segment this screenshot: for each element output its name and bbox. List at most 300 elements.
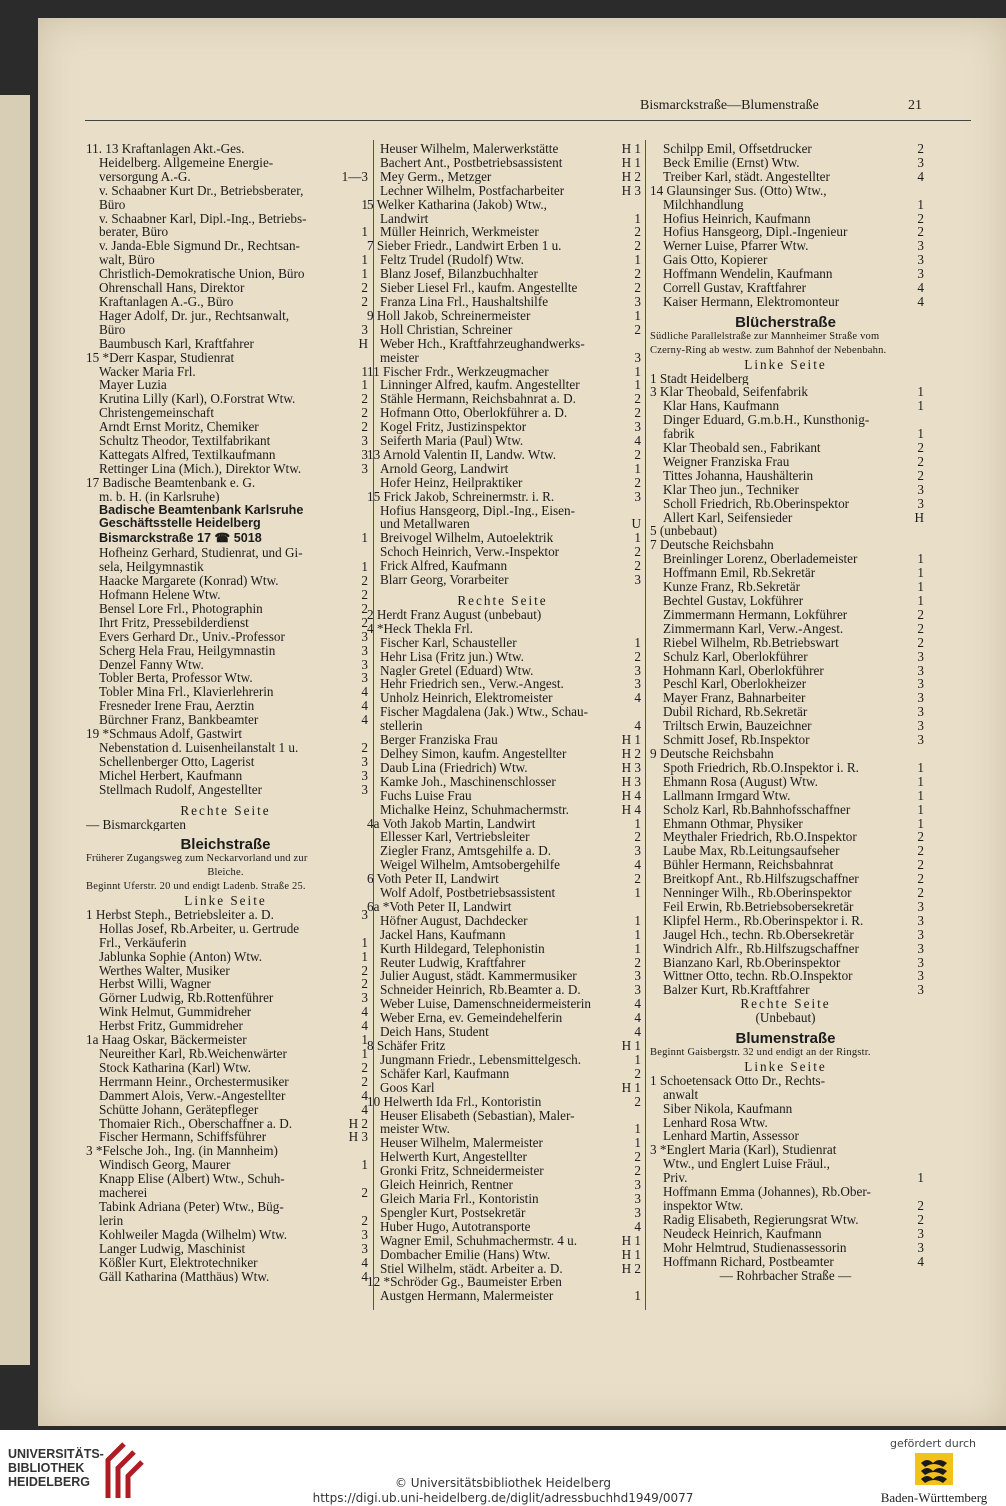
floor-number: 2 [634,406,641,421]
entry-text: Meythaler Friedrich, Rb.O.Inspektor [663,830,857,845]
resident-entry [650,239,924,253]
floor-number: H 4 [621,802,641,817]
resident-entry [367,636,641,650]
resident-entry [86,462,368,476]
resident-entry [367,830,641,844]
floor-number: 3 [634,1178,641,1192]
resident-entry [86,1242,368,1256]
floor-number: 2 [361,281,368,295]
address-entry [650,747,924,761]
entry-text: Linke Seite [184,894,267,908]
resident-entry [367,1289,641,1303]
resident-entry [650,956,924,970]
entry-text: Bühler Hermann, Reichsbahnrat [663,858,834,873]
resident-entry [86,1061,368,1075]
floor-number: 1 [917,816,924,831]
entry-text: Blücherstraße [735,315,836,330]
floor-number: 4 [361,1005,368,1020]
floor-number: 1 [917,552,924,567]
resident-entry [86,936,368,950]
resident-entry [86,713,368,727]
resident-entry [86,602,368,616]
entry-text: Mey Germ., Metzger [380,169,492,184]
floor-number: 2 [361,1060,368,1075]
spacer [86,797,368,804]
resident-entry [650,511,924,525]
resident-entry [650,636,924,650]
floor-number: 2 [634,1150,641,1165]
library-name-line: UNIVERSITÄTS- [8,1447,104,1461]
entry-text: Werthes Walter, Musiker [99,963,230,978]
resident-entry [367,1220,641,1234]
previous-page-edge [0,95,30,1365]
entry-text: Ihrt Fritz, Pressebilderdienst [99,615,249,630]
directory-column-1 [86,142,368,1283]
entry-text: Beginnt Uferstr. 20 und endigt Ladenb. Straße 25. [86,881,306,893]
entry-text: Tobler Berta, Professor Wtw. [99,671,253,686]
floor-number: 1 [361,253,368,268]
resident-entry [367,1206,641,1220]
entry-text: Südliche Parallelstraße zur Mannheimer Straße vom [650,330,880,342]
entry-text: Bleichstraße [180,838,271,853]
entry-text: 3 *Felsche Joh., Ing. (in Mannheim) [86,1144,278,1159]
floor-number: 2 [634,1164,641,1179]
side-heading [86,894,368,908]
floor-number: 3 [361,754,368,769]
entry-text: Treiber Karl, städt. Angestellter [663,169,830,184]
entry-text: Weber Hch., Kraftfahrzeughandwerks- [380,336,585,351]
entry-text: Wagner Emil, Schuhmachermstr. 4 u. [380,1233,578,1248]
entry-text: Hoffmann Emma (Johannes), Rb.Ober- [663,1185,871,1199]
floor-number: 3 [917,155,924,170]
floor-number: H 2 [621,1261,641,1276]
entry-text: sela, Heilgymnastik [99,560,204,575]
entry-text: Priv. [663,1171,688,1186]
entry-text: 3 Klar Theobald, Seifenfabrik [650,385,808,400]
entry-text: 7 Sieber Friedr., Landwirt Erben 1 u. [367,239,562,254]
entry-text: Klipfel Herm., Rb.Oberinspektor i. R. [663,913,864,928]
entry-text: Helwerth Kurt, Angestellter [380,1150,527,1165]
entry-text: Breitkopf Ant., Rb.Hilfszugschaffner [663,872,859,887]
resident-entry [86,630,368,644]
page-url-link[interactable]: https://digi.ub.uni-heidelberg.de/diglit/adressbuchhd1949/0077 [312,1491,694,1505]
entry-text: Müller Heinrich, Werkmeister [380,225,539,240]
entry-text: 12 *Schröder Gg., Baumeister Erben [367,1275,562,1290]
floor-number: 1 [361,1033,368,1047]
address-entry [86,142,368,156]
resident-entry [650,1241,924,1255]
entry-text: Kurth Hildegard, Telephonistin [380,941,545,956]
floor-number: 2 [917,441,924,455]
resident-entry [367,719,641,733]
resident-entry [650,156,924,170]
entry-text: Rechte Seite [740,997,831,1012]
entry-text: Herbst Fritz, Gummidreher [99,1019,243,1034]
address-entry [367,239,641,253]
entry-text: m. b. H. (in Karlsruhe) [99,489,220,504]
floor-number: 1 [634,816,641,831]
resident-entry [86,212,368,226]
resident-entry [650,622,924,636]
entry-text: Feltz Trudel (Rudolf) Wtw. [380,253,524,268]
entry-text: Weigner Franziska Frau [663,454,790,469]
address-entry [650,184,924,198]
entry-text: Ohrenschall Hans, Direktor [99,281,245,295]
resident-entry [86,406,368,420]
entry-text: Julier August, städt. Kammermusiker [380,969,577,984]
floor-number: 3 [917,983,924,998]
spacer [86,831,368,838]
entry-text: 15 *Derr Kaspar, Studienrat [86,350,235,365]
floor-number: 3 [917,733,924,747]
resident-entry [86,323,368,337]
floor-number: 1 [634,1136,641,1151]
entry-text: 4 *Heck Thekla Frl. [367,621,473,636]
resident-entry [367,504,641,518]
resident-entry [86,699,368,713]
floor-number: 4 [634,719,641,734]
floor-number: 1 [634,913,641,928]
entry-text: v. Janda-Eble Sigmund Dr., Rechtsan- [99,239,300,254]
floor-number: 2 [917,225,924,240]
floor-number: H 2 [348,1116,368,1131]
resident-entry [367,928,641,942]
resident-entry [86,769,368,783]
entry-text: Bianzano Karl, Rb.Oberinspektor [663,955,841,970]
entry-text: — Rohrbacher Straße — [719,1268,852,1283]
resident-entry [367,462,641,476]
resident-entry [86,1172,368,1186]
entry-text: Mayer Franz, Bahnarbeiter [663,691,806,706]
resident-entry [650,212,924,226]
floor-number: 2 [917,858,924,873]
entry-text: Kraftanlagen A.-G., Büro [99,294,234,309]
entry-text: walt, Büro [99,253,155,268]
resident-entry [86,658,368,672]
header-rule [85,120,971,121]
floor-number: 4 [917,169,924,184]
library-name-line: BIBLIOTHEK [8,1461,85,1475]
resident-entry [86,1130,368,1144]
entry-text: Früherer Zugangsweg zum Neckarvorland und zur [86,853,308,865]
resident-entry [86,295,368,309]
entry-text: Bechtel Gustav, Lokführer [663,594,804,608]
floor-number: 2 [361,740,368,755]
floor-number: 2 [917,468,924,483]
resident-entry [650,225,924,239]
entry-text: 6a *Voth Peter II, Landwirt [367,899,512,914]
entry-text: Bismarckstraße 17 ☎ 5018 [99,532,262,546]
entry-text: Scholz Karl, Rb.Bahnhofsschaffner [663,802,851,817]
floor-number: 1—3 [341,169,368,184]
entry-text: Gais Otto, Kopierer [663,253,768,268]
entry-text: 2 Herdt Franz August (unbebaut) [367,607,542,622]
spacer [650,1025,924,1032]
entry-text: Wacker Maria Frl. [99,364,196,379]
entry-text: Nenninger Wilh., Rb.Oberinspektor [663,886,852,900]
resident-entry [86,1270,368,1284]
floor-number: 3 [634,663,641,678]
entry-text: Rechte Seite [180,803,271,818]
address-entry [367,309,641,323]
entry-text: Hofer Heinz, Heilpraktiker [380,475,523,490]
resident-entry [367,969,641,983]
resident-entry [367,434,641,448]
floor-number: 2 [634,1066,641,1081]
street-description [86,880,368,894]
entry-text: Stellmach Rudolf, Angestellter [99,782,262,797]
spacer [367,587,641,594]
resident-entry [367,267,641,281]
entry-text: Windisch Georg, Maurer [99,1158,231,1173]
entry-text: Beginnt Gaisbergstr. 32 und endigt an der Ringstr. [650,1047,871,1058]
floor-number: 3 [634,420,641,435]
entry-text: Tittes Johanna, Haushälterin [663,468,814,483]
floor-number: 4 [917,294,924,309]
entry-text: Zimmermann Hermann, Lokführer [663,607,848,622]
entry-text: Breivogel Wilhelm, Autoelektrik [380,531,554,546]
floor-number: 2 [634,475,641,490]
entry-text: 1 Stadt Heidelberg [650,371,749,386]
resident-entry [367,281,641,295]
floor-number: H 1 [621,1080,641,1095]
entry-text: Wittner Otto, techn. Rb.O.Inspektor [663,969,853,984]
entry-text: Weigel Wilhelm, Amtsobergehilfe [380,858,560,873]
resident-entry [367,858,641,872]
resident-entry [86,685,368,699]
floor-number: 3 [917,496,924,511]
resident-entry [86,434,368,448]
entry-text: Unholz Heinrich, Elektromeister [380,691,553,706]
entry-text: Schmitt Josef, Rb.Inspektor [663,733,810,747]
resident-entry [367,803,641,817]
resident-entry [650,942,924,956]
resident-entry [86,546,368,560]
resident-entry [367,420,641,434]
entry-text: Dammert Alois, Verw.-Angestellter [99,1088,286,1103]
floor-number: 2 [917,635,924,650]
resident-entry [86,574,368,588]
baden-wuerttemberg-crest-icon[interactable] [913,1451,955,1487]
entry-text: macherei [99,1186,148,1200]
floor-number: 2 [917,211,924,226]
floor-number: 2 [361,406,368,421]
entry-text: Heidelberg. Allgemeine Energie- [99,155,274,170]
floor-number: 3 [917,1240,924,1255]
address-entry [650,538,924,552]
floor-number: 3 [917,267,924,282]
entry-text: Frl., Verkäuferin [99,935,187,950]
resident-entry [367,337,641,351]
floor-number: 4 [361,1269,368,1284]
floor-number: 1 [917,760,924,775]
address-entry [367,900,641,914]
entry-text: Kunze Franz, Rb.Sekretär [663,580,800,594]
entry-text: und Metallwaren [380,517,470,532]
floor-number: 3 [361,447,368,462]
floor-number: 1 [634,941,641,956]
resident-entry [367,789,641,803]
floor-number: 2 [361,615,368,630]
entry-text: Arnold Georg, Landwirt [380,461,509,476]
advertisement-line [86,517,368,531]
floor-number: 1 [634,253,641,268]
entry-text: Deich Hans, Student [380,1025,489,1039]
floor-number: 3 [917,253,924,268]
resident-entry [650,580,924,594]
resident-entry [650,455,924,469]
entry-text: Hollas Josef, Rb.Arbeiter, u. Gertrude [99,921,300,936]
floor-number: 2 [361,1186,368,1200]
entry-text: Hofius Hansgeorg, Dipl.-Ingenieur [663,225,848,240]
floor-number: 3 [361,643,368,658]
entry-text: Landwirt [380,211,429,226]
resident-entry [650,608,924,622]
floor-number: 3 [634,350,641,365]
directory-column-3 [650,142,924,1282]
resident-entry [367,1136,641,1150]
entry-text: Holl Christian, Schreiner [380,322,513,337]
resident-entry [86,337,368,351]
entry-text: versorgung A.-G. [99,169,191,184]
floor-number: 1 [361,364,368,379]
entry-text: Wolf Adolf, Postbetriebsassistent [380,886,556,900]
street-title [650,1032,924,1046]
resident-entry [86,616,368,630]
floor-number: 3 [361,907,368,922]
entry-text: Franza Lina Frl., Haushaltshilfe [380,294,549,309]
entry-text: Daub Lina (Friedrich) Wtw. [380,760,528,775]
entry-text: Bleiche. [207,867,244,879]
floor-number: 3 [917,941,924,956]
floor-number: 1 [361,378,368,393]
floor-number: 3 [361,991,368,1006]
floor-number: 2 [361,392,368,407]
entry-text: Mayer Luzia [99,378,167,393]
resident-entry [650,253,924,267]
resident-entry [86,1228,368,1242]
copyright-notice: © Universitätsbibliothek Heidelberg [394,1476,611,1490]
resident-entry [367,142,641,156]
floor-number: 1 [634,1122,641,1137]
entry-text: Hoffmann Wendelin, Kaufmann [663,267,833,282]
resident-entry [650,170,924,184]
resident-entry [650,198,924,212]
floor-number: 1 [361,1158,368,1173]
resident-entry [86,1256,368,1270]
entry-text: Ehmann Othmar, Physiker [663,816,803,831]
resident-entry [86,1005,368,1019]
resident-entry [650,267,924,281]
entry-text: Bachert Ant., Postbetriebsassistent [380,155,563,170]
resident-entry [86,671,368,685]
entry-text: v. Schaabner Kurt Dr., Betriebsberater, [99,183,304,198]
floor-number: 2 [917,886,924,900]
entry-text: Ellesser Karl, Vertriebsleiter [380,830,530,845]
floor-number: 1 [917,385,924,400]
resident-entry [367,1109,641,1123]
floor-number: 1 [361,1047,368,1061]
entry-text: Hofmann Otto, Oberlokführer a. D. [380,406,568,421]
entry-text: Hofius Heinrich, Kaufmann [663,211,811,226]
entry-text: Hohmann Karl, Oberlokführer [663,663,824,678]
resident-entry [86,378,368,392]
floor-number: 3 [917,955,924,970]
entry-text: Fischer Magdalena (Jak.) Wtw., Schau- [380,705,589,720]
address-entry [367,490,641,504]
resident-entry [86,420,368,434]
entry-text: 3 *Englert Maria (Karl), Studienrat [650,1143,837,1158]
resident-entry [367,1067,641,1081]
entry-text: Heuser Wilhelm, Malermeister [380,1136,543,1151]
resident-entry [86,1214,368,1228]
floor-number: 2 [361,574,368,588]
funding-label: gefördert durch [889,1437,977,1450]
entry-text: Riebel Wilhelm, Rb.Betriebswart [663,635,839,650]
floor-number: 2 [634,955,641,970]
entry-text: 5 Welker Katharina (Jakob) Wtw., [367,197,547,212]
entry-text: Klar Theo jun., Techniker [663,482,799,497]
entry-text: Baumbusch Karl, Kraftfahrer [99,336,254,351]
floor-number: 1 [917,197,924,212]
entry-text: Dombacher Emilie (Hans) Wtw. [380,1247,551,1262]
entry-text: Kogel Fritz, Justizinspektor [380,420,527,435]
entry-text: Gäll Katharina (Matthäus) Wtw. [99,1269,270,1284]
entry-text: Linke Seite [744,1059,827,1074]
resident-entry [650,1227,924,1241]
entry-text: Breinlinger Lorenz, Oberlademeister [663,552,858,567]
resident-entry [86,156,368,170]
entry-text: Lenhard Rosa Wtw. [663,1115,768,1130]
entry-text: Hofheinz Gerhard, Studienrat, und Gi- [99,546,303,561]
side-heading [367,594,641,608]
resident-entry [367,184,641,198]
entry-text: 13 Arnold Valentin II, Landw. Wtw. [367,447,556,462]
street-title [650,316,924,330]
resident-entry [367,997,641,1011]
floor-number: 2 [634,830,641,845]
resident-entry [650,872,924,886]
resident-entry [650,1255,924,1269]
floor-number: 4 [361,1255,368,1270]
resident-entry [86,365,368,379]
entry-text: Seiferth Maria (Paul) Wtw. [380,434,524,448]
entry-text: Rechte Seite [457,594,548,608]
library-name-line: HEIDELBERG [8,1475,90,1489]
entry-text: Kößler Kurt, Elektrotechniker [99,1255,258,1270]
resident-entry [650,691,924,705]
resident-entry [367,531,641,545]
floor-number: 3 [361,322,368,337]
entry-text: anwalt [663,1087,699,1102]
entry-text: Herbst Willi, Wagner [99,977,211,992]
floor-number: 1 [634,531,641,546]
entry-text: Jackel Hans, Kaufmann [380,927,506,942]
address-entry [367,872,641,886]
address-entry [86,818,368,832]
entry-text: Goos Karl [380,1080,435,1095]
entry-text: Bensel Lore Frl., Photographin [99,601,263,616]
floor-number: 2 [634,649,641,664]
entry-text: Weber Luise, Damenschneidermeisterin [380,997,591,1012]
entry-text: Gleich Heinrich, Rentner [380,1178,513,1192]
address-entry [86,1144,368,1158]
floor-number: 2 [634,322,641,337]
floor-number: 3 [361,1227,368,1242]
resident-entry [367,517,641,531]
floor-number: 4 [634,858,641,873]
floor-number: 3 [361,768,368,783]
